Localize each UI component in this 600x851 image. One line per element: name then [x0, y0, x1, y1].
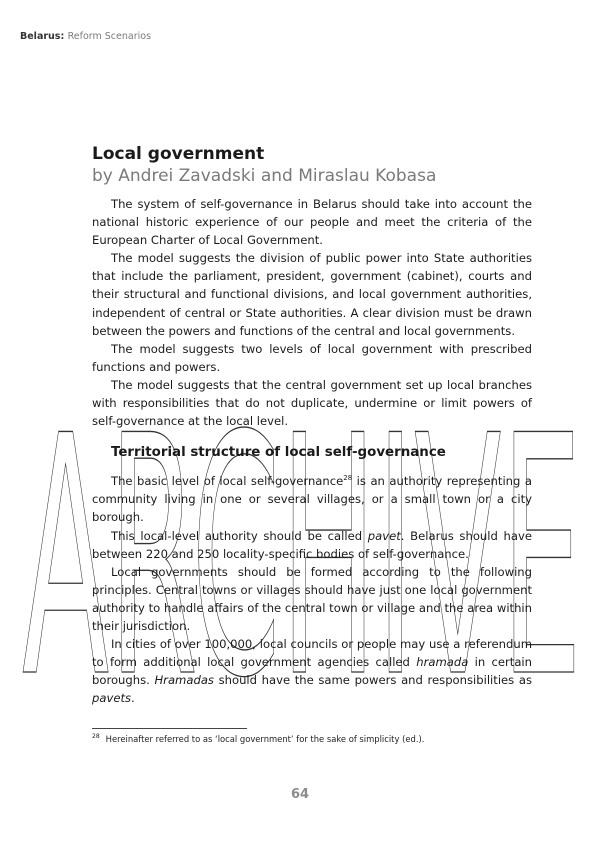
- article: [92, 143, 532, 707]
- footnote-divider: [92, 728, 247, 729]
- footnote-text: Hereinafter referred to as ‘local government’ for the sake of simplicity (ed.).: [105, 734, 425, 744]
- term-pavets: pavets: [92, 691, 132, 706]
- footnote-marker: 28: [92, 733, 100, 741]
- paragraph-text: This local-level authority should be called: [111, 528, 368, 543]
- section-heading: Territorial structure of local self-governance: [111, 445, 446, 461]
- paragraph: [92, 472, 532, 526]
- term-pavet: pavet: [367, 528, 401, 543]
- page-number: 64: [290, 787, 310, 802]
- paragraph: The model suggests the division of public power into State authorities that include the parliament, president, government (cabinet), courts and their structural and functional divisions, and local government authorities, independent of central or State authorities. A clear division must be drawn between the powers and functions of the central and local governments.: [92, 251, 532, 338]
- running-head-title: Belarus:: [20, 31, 65, 42]
- paragraph-text: .: [131, 691, 135, 706]
- term-hramadas: Hramadas: [154, 673, 214, 688]
- running-head-subtitle: Reform Scenarios: [67, 31, 152, 42]
- running-head: [20, 31, 151, 42]
- paragraph-text: In cities of over 100,000, local councils or people may use a referendum to form additional local government agencies called: [92, 637, 532, 670]
- footnote: [92, 734, 532, 744]
- footnote-reference[interactable]: 28: [343, 474, 353, 483]
- paragraph-text: in certain boroughs.: [92, 655, 532, 688]
- paragraph: The model suggests that the central government set up local branches with responsibilities that do not duplicate, undermine or limit powers of self-governance at the local level.: [92, 377, 532, 429]
- watermark-text: ARCHIVE: [22, 366, 582, 750]
- paragraph-text: The basic level of local self-governance: [111, 474, 344, 489]
- paragraph: The model suggests two levels of local government with prescribed functions and powers.: [92, 341, 532, 374]
- paragraph: [92, 527, 532, 563]
- paragraph-text: is an authority representing a community living in one or several villages, or a small town or a city borough.: [92, 474, 532, 525]
- paragraph-text: should have the same powers and responsibilities as: [213, 673, 532, 688]
- article-title: Local government: [92, 144, 265, 164]
- article-byline: by Andrei Zavadski and Miraslau Kobasa: [92, 166, 437, 186]
- paragraph-text: . Belarus should have between 220 and 250 locality-specific bodies of self-governance.: [92, 528, 532, 561]
- paragraph: The system of self-governance in Belarus should take into account the national historic experience of our people and meet the criteria of the European Charter of Local Government.: [92, 197, 532, 248]
- paragraph: Local governments should be formed according to the following principles. Central towns or villages should have just one local government authority to handle affairs of the central town or village and the area within their jurisdiction.: [92, 564, 532, 633]
- term-hramada: hramada: [416, 655, 469, 670]
- paragraph: [92, 635, 532, 707]
